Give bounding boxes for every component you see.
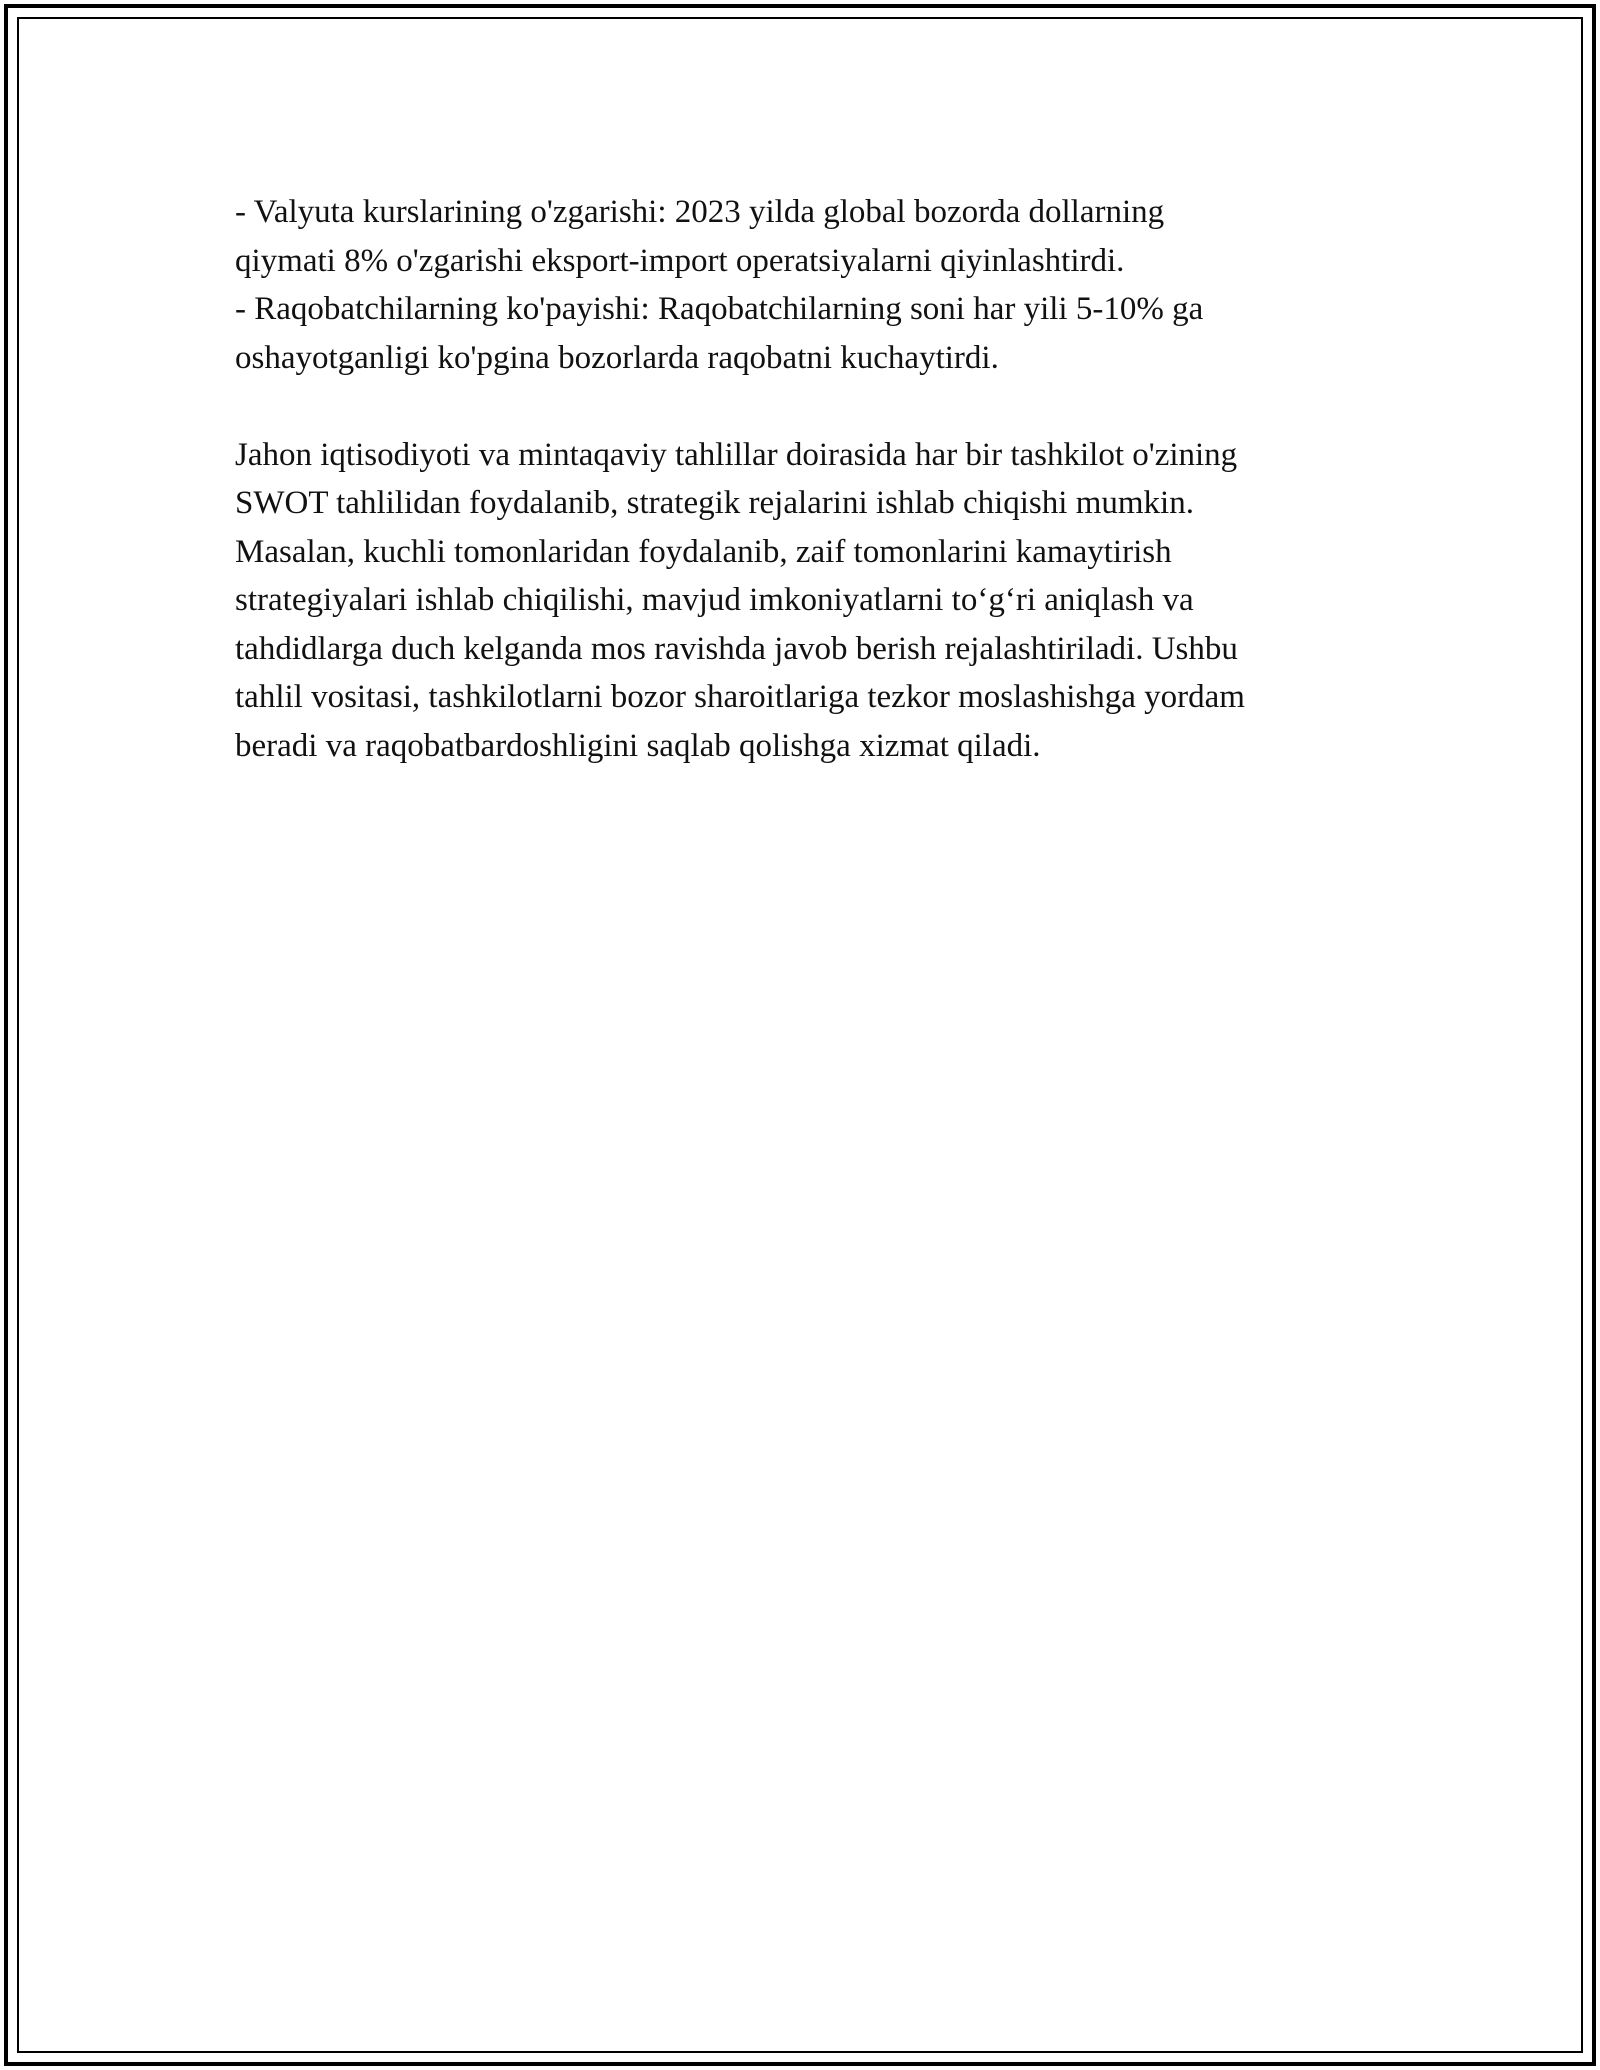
threats-list-paragraph: - Valyuta kurslarining o'zgarishi: 2023 yilda global bozorda dollarning qiymati 8% o'zgarishi eksport-import operatsiyalarni qiyinlashtirdi. - Raqobatchilarning ko'payishi: Raqobatchilarning soni har yili 5-10% ga oshayotganligi ko'pgina bozorlarda raqobatni kuchaytirdi. [235,194,1204,376]
conclusion-paragraph: Jahon iqtisodiyoti va mintaqaviy tahlillar doirasida har bir tashkilot o'zining SWOT tahlilidan foydalanib, strategik rejalarini ishlab chiqishi mumkin. Masalan, kuchli tomonlaridan foydalanib, zaif tomonlarini kamaytirish strategiyalari ishlab chiqilishi, mavjud imkoniyatlarni to‘g‘ri aniqlash va tahdidlarga duch kelganda mos ravishda javob berish rejalashtiriladi. Ushbu tahlil vositasi, tashkilotlarni bozor sharoitlariga tezkor moslashishga yordam beradi va raqobatbardoshligini saqlab qolishga xizmat qiladi. [235,436,1245,764]
document-body [235,188,1385,770]
